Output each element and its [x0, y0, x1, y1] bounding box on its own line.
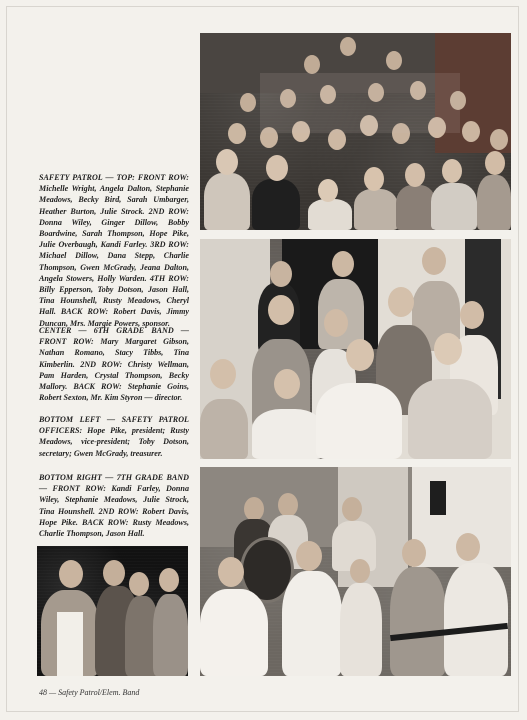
caption-6th-grade-band-text: CENTER — 6TH GRADE BAND — FRONT ROW: Mary Margaret Gibson, Nathan Romano, Stacy Tibbs, Tina Kimberlin. 2ND ROW: Christy Wellman, Pam Harden, Crystal Thompson, Becky Mallory. BACK ROW: Stephanie Goins, Robert Sexton, Mr. Kim Styron — director. — [39, 326, 189, 403]
caption-safety-patrol — [39, 172, 189, 329]
page-footer — [39, 688, 139, 697]
caption-6th-grade-band — [39, 325, 189, 403]
photo-safety-patrol-group — [200, 33, 511, 230]
caption-officers-text: BOTTOM LEFT — SAFETY PATROL OFFICERS: Hope Pike, president; Rusty Meadows, vice-president; Toby Dotson, secretary; Gwen McGrady, treasurer. — [39, 415, 189, 458]
caption-7th-grade-band-text: BOTTOM RIGHT — 7TH GRADE BAND — FRONT ROW: Kandi Farley, Donna Wiley, Stephanie Meadows, Julie Strock, Tina Hounshell. 2ND ROW: Robert Davis, Hope Pike. BACK ROW: Rusty Meadows, Charlie Thompson, Jason Hall. — [39, 473, 189, 539]
section-title: — Safety Patrol/Elem. Band — [49, 688, 140, 697]
caption-7th-grade-band — [39, 472, 189, 539]
page-number: 48 — [39, 688, 47, 697]
photo-6th-grade-band — [200, 239, 511, 459]
photo-7th-grade-band — [200, 467, 511, 676]
caption-safety-patrol-text: SAFETY PATROL — TOP: FRONT ROW: Michelle Wright, Angela Dalton, Stephanie Meadows, Becky Bird, Sarah Umbarger, Heather Burton, Julie Strock. 2ND ROW: Donna Wiley, Ginger Dillow, Bobby Boardwine, Sarah Thompson, Hope Pike, Julie Overbaugh, Kandi Farley. 3RD ROW: Michael Dillow, Dana Stepp, Charlie Thompson, Gwen McGrady, Jeana Dalton, Angela Stowers, Holly Warden. 4TH ROW: Billy Epperson, Toby Dotson, Jason Hall, Tina Hounshell, Rusty Meadows, Cheryl Hall. BACK ROW: Robert Davis, Jimmy Duncan, Mrs. Margie Powers, sponsor. — [39, 173, 189, 328]
caption-safety-patrol-officers — [39, 414, 189, 459]
photo-safety-patrol-officers — [37, 546, 188, 676]
